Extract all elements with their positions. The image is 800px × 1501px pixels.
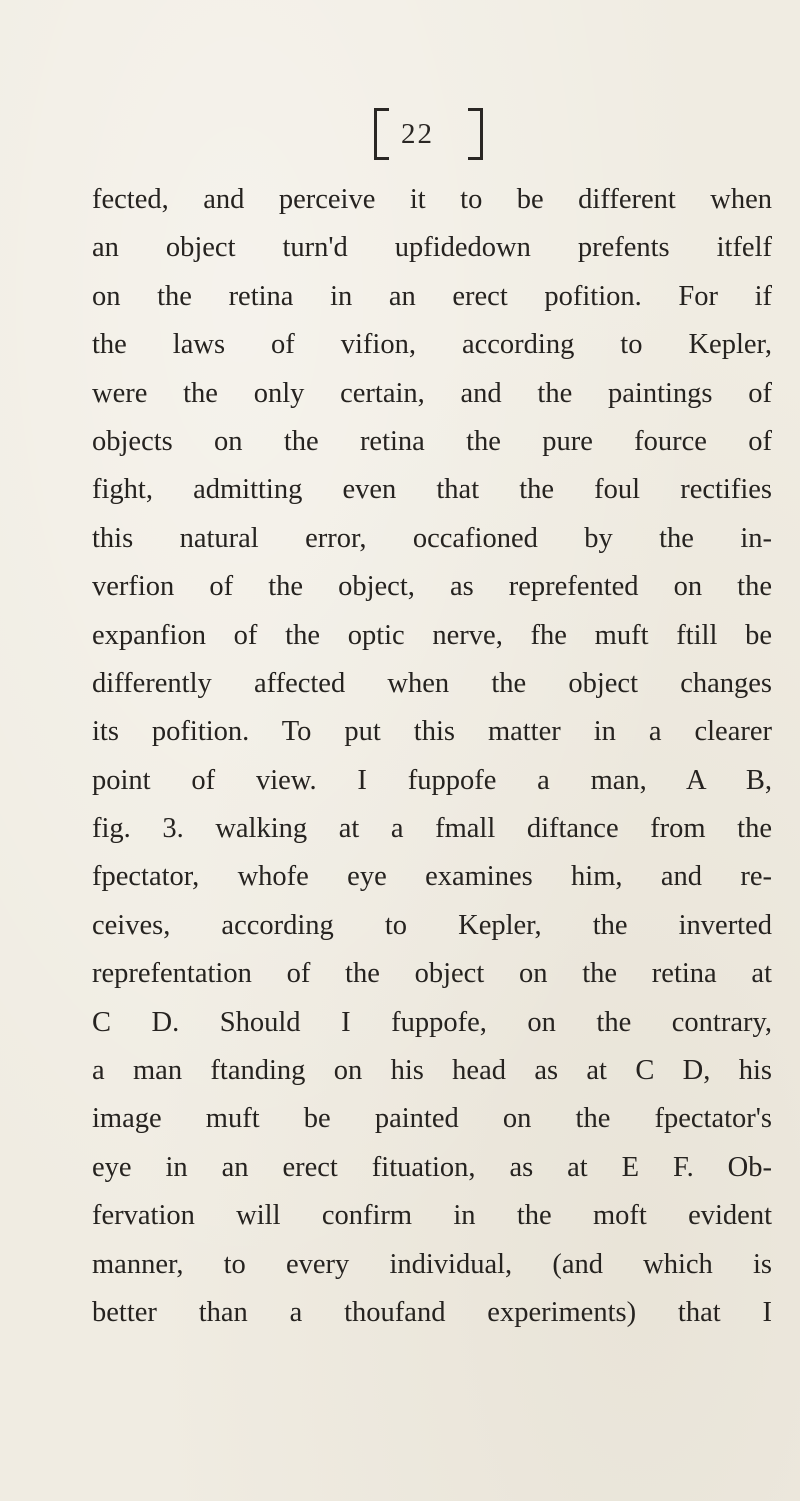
text-line: reprefentation of the object on the retina at xyxy=(92,958,772,990)
text-line: ceives, according to Kepler, the inverted xyxy=(92,909,772,941)
text-line: C D. Should I fuppofe, on the contrary, xyxy=(92,1006,772,1038)
text-line: fpectator, whofe eye examines him, and re- xyxy=(92,861,772,893)
text-line: better than a thoufand experiments) that I xyxy=(92,1296,772,1328)
text-line: the laws of vifion, according to Kepler, xyxy=(92,329,772,361)
body-text xyxy=(92,176,772,1337)
text-line: fight, admitting even that the foul rectifies xyxy=(92,474,772,506)
right-bracket xyxy=(468,108,483,160)
text-line: were the only certain, and the paintings of xyxy=(92,377,772,409)
text-line: its pofition. To put this matter in a clearer xyxy=(92,716,772,748)
text-line: objects on the retina the pure fource of xyxy=(92,425,772,457)
text-line: eye in an erect fituation, as at E F. Ob- xyxy=(92,1151,772,1183)
text-line: point of view. I fuppofe a man, A B, xyxy=(92,764,772,796)
text-line: verfion of the object, as reprefented on the xyxy=(92,571,772,603)
text-line: differently affected when the object changes xyxy=(92,667,772,699)
page-number xyxy=(368,108,488,160)
text-line: a man ftanding on his head as at C D, his xyxy=(92,1055,772,1087)
text-line: image muft be painted on the fpectator's xyxy=(92,1103,772,1135)
text-line: manner, to every individual, (and which is xyxy=(92,1248,772,1280)
text-line: this natural error, occafioned by the in- xyxy=(92,522,772,554)
text-line: an object turn'd upfidedown prefents itfelf xyxy=(92,232,772,264)
text-line: expanfion of the optic nerve, fhe muft ftill be xyxy=(92,619,772,651)
text-line: fected, and perceive it to be different when xyxy=(92,184,772,215)
page-number-text: 22 xyxy=(401,118,434,150)
left-bracket xyxy=(374,108,389,160)
text-line: fervation will confirm in the moft evident xyxy=(92,1200,772,1232)
text-line: fig. 3. walking at a fmall diftance from the xyxy=(92,813,772,845)
text-line: on the retina in an erect pofition. For if xyxy=(92,280,772,312)
